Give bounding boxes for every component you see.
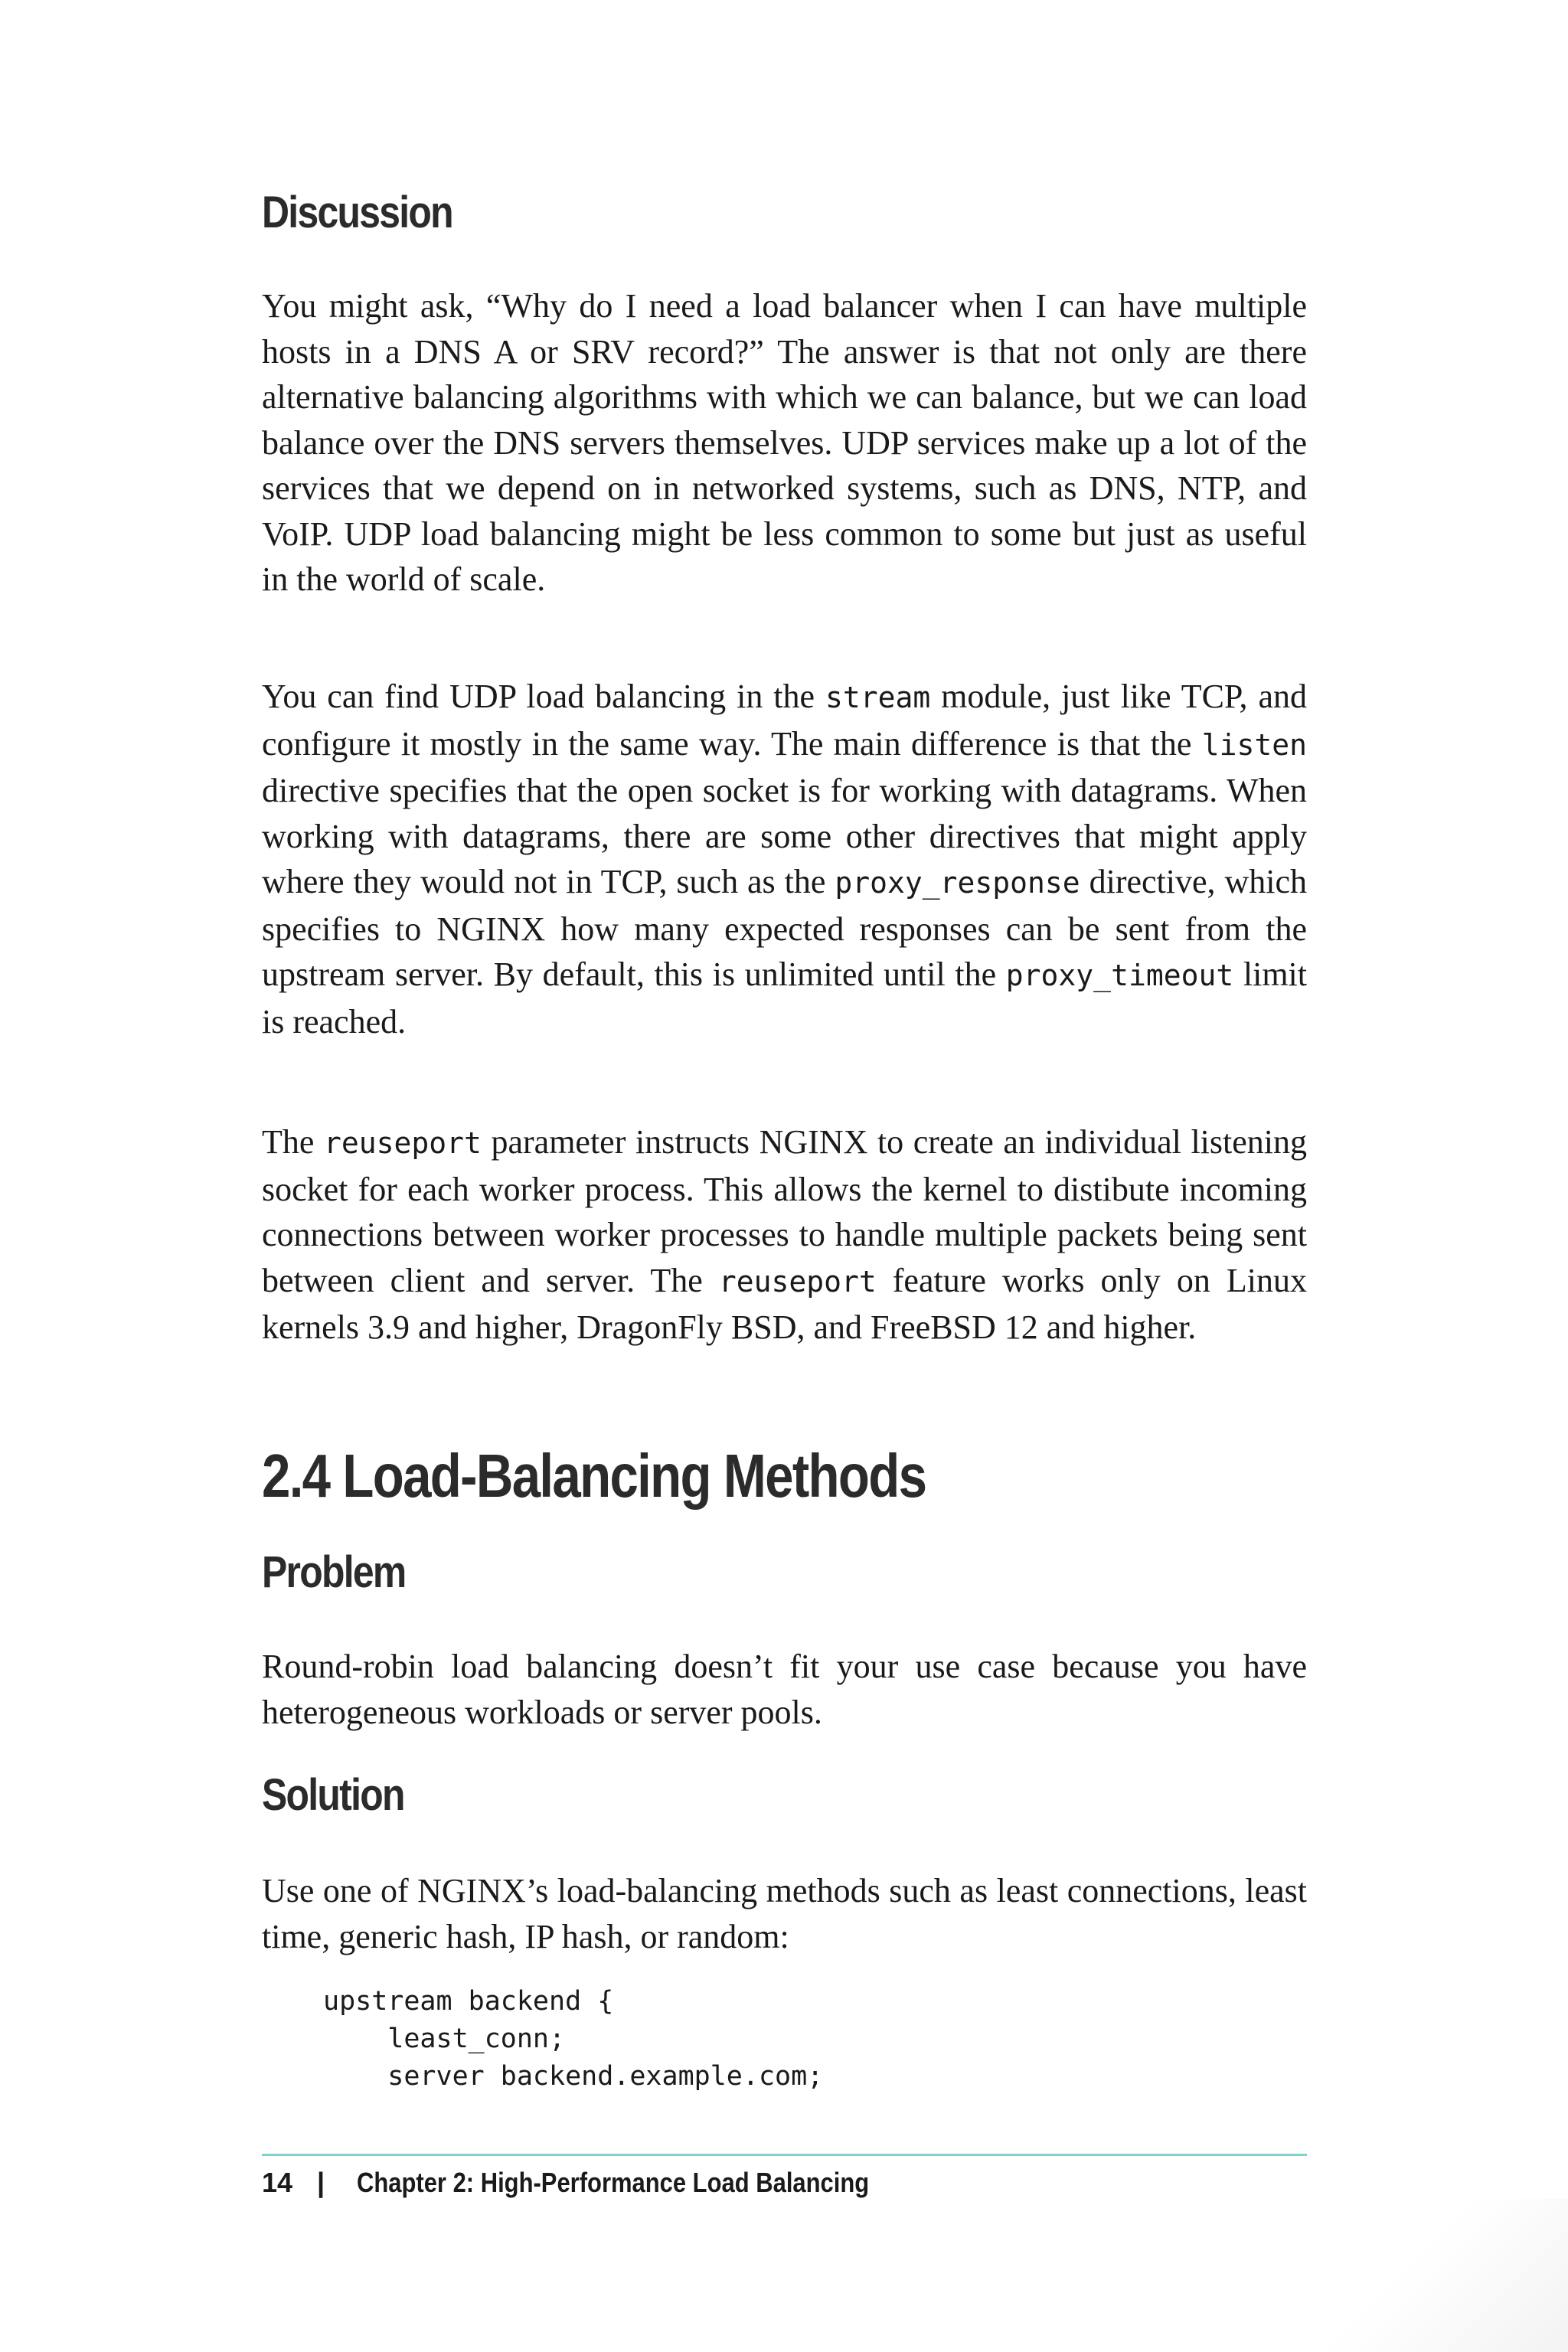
text-run: directive specifies that the open socket is for working with datagrams. When working with datagrams, there are some other directives that might apply where they would not in TCP, such as the	[262, 772, 1307, 900]
chapter-title: Chapter 2: High-Performance Load Balancing	[357, 2167, 870, 2198]
inline-code-reuseport: reuseport	[324, 1126, 482, 1160]
page-footer	[262, 2167, 952, 2199]
inline-code-listen: listen	[1201, 727, 1307, 762]
footer-separator: |	[317, 2167, 325, 2198]
code-listing: upstream backend { least_conn; server backend.example.com;	[323, 1986, 824, 2092]
text-run: module, just like TCP, and configure it mostly in the same way. The main difference is that the	[262, 678, 1307, 763]
inline-code-proxy-timeout: proxy_timeout	[1005, 959, 1234, 992]
solution-paragraph: Use one of NGINX’s load-balancing methods such as least connections, least time, generic hash, IP hash, or random:	[262, 1872, 1307, 1955]
discussion-paragraph-3	[262, 1119, 1307, 1351]
discussion-paragraph-1: You might ask, “Why do I need a load balancer when I can have multiple hosts in a DNS A or SRV record?” The answer is that not only are there alternative balancing algorithms with which we can balance, but we can load balance over the DNS servers themselves. UDP services make up a lot of the services that we depend on in networked systems, such as DNS, NTP, and VoIP. UDP load balancing might be less common to some but just as useful in the world of scale.	[262, 287, 1307, 598]
text-run: limit is reached.	[262, 956, 1308, 1040]
page-number: 14	[262, 2167, 293, 2198]
inline-code-stream: stream	[825, 681, 931, 714]
text-run: feature works only on Linux kernels 3.9 and higher, DragonFly BSD, and FreeBSD 12 and higher.	[262, 1261, 1307, 1346]
section-heading: 2.4 Load-Balancing Methods	[262, 1442, 926, 1510]
inline-code-proxy-response: proxy_response	[835, 866, 1080, 900]
inline-code-reuseport-2: reuseport	[718, 1264, 877, 1298]
text-run: parameter instructs NGINX to create an individual listening socket for each worker process. This allows the kernel to distibute incoming connections between worker processes to handle multiple packets being sent between client and server. The	[262, 1123, 1308, 1299]
problem-heading: Problem	[262, 1547, 406, 1597]
text-run: directive, which specifies to NGINX how many expected responses can be sent from the upstream server. By default, this is unlimited until the	[262, 863, 1307, 993]
text-run: You can find UDP load balancing in the	[262, 678, 825, 715]
footer-rule	[262, 2154, 1307, 2156]
book-page	[262, 0, 1307, 2352]
solution-heading: Solution	[262, 1770, 404, 1820]
discussion-paragraph-2	[262, 674, 1307, 1044]
text-run: The	[262, 1123, 324, 1161]
page-corner-shadow	[1308, 2199, 1568, 2352]
discussion-heading: Discussion	[262, 188, 452, 237]
problem-paragraph: Round-robin load balancing doesn’t fit your use case because you have heterogeneous workloads or server pools.	[262, 1648, 1307, 1731]
